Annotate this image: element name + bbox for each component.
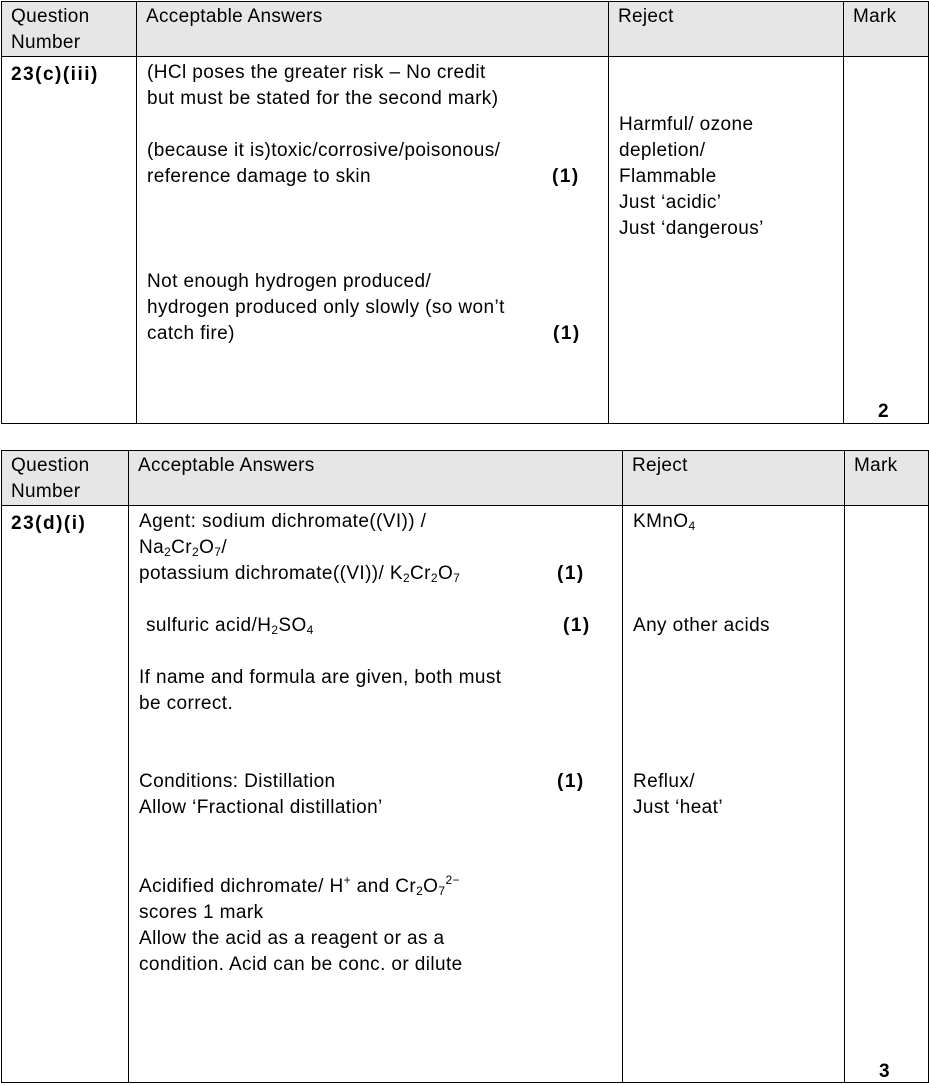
answer-line: (because it is)toxic/corrosive/poisonous/ — [147, 140, 501, 161]
reject-cell — [623, 506, 845, 1083]
mark-scheme-table-23d-i — [1, 450, 929, 1083]
mark-label: (1) — [557, 771, 585, 792]
answer-line: catch fire) — [147, 323, 235, 344]
header-reject: Reject — [609, 2, 844, 57]
reject-line: Just ‘acidic’ — [619, 192, 722, 213]
mark-cell — [845, 506, 929, 1083]
header-question-number: Question Number — [2, 2, 137, 57]
header-mark: Mark — [845, 451, 929, 506]
answer-line: condition. Acid can be conc. or dilute — [139, 954, 463, 975]
answer-row — [2, 506, 929, 1083]
question-number-cell — [2, 57, 137, 424]
total-mark: 2 — [878, 401, 889, 422]
answer-line: If name and formula are given, both must — [139, 667, 502, 688]
reject-line: depletion/ — [619, 140, 706, 161]
question-number: 23(d)(i) — [11, 513, 87, 534]
reject-line: Just ‘dangerous’ — [619, 218, 764, 239]
answer-line: but must be stated for the second mark) — [147, 88, 499, 109]
reject-line: Harmful/ ozone — [619, 114, 754, 135]
header-acceptable-answers: Acceptable Answers — [137, 2, 609, 57]
mark-label: (1) — [552, 166, 580, 187]
answer-line: Allow ‘Fractional distillation’ — [139, 797, 383, 818]
answer-line: Allow the acid as a reagent or as a — [139, 928, 445, 949]
answer-line-formula: potassium dichromate((VI))/ $K_2Cr_2O_7$ — [139, 563, 461, 585]
header-question-number: Question Number — [2, 451, 129, 506]
reject-line: Reflux/ — [633, 771, 695, 792]
header-row — [2, 2, 929, 57]
header-acceptable-answers: Acceptable Answers — [129, 451, 623, 506]
acceptable-answers-cell — [129, 506, 623, 1083]
answer-line: reference damage to skin — [147, 166, 371, 187]
question-number-cell — [2, 506, 129, 1083]
reject-line-formula: KMnO$_4$ — [633, 511, 696, 533]
answer-line: Not enough hydrogen produced/ — [147, 271, 432, 292]
answer-line-formula: Acidified dichromate/ H+ and $Cr_2O_7^{2-}$ — [139, 873, 460, 898]
header-row — [2, 451, 929, 506]
mark-label: (1) — [563, 615, 591, 636]
total-mark: 3 — [879, 1061, 890, 1082]
header-reject: Reject — [623, 451, 845, 506]
answer-line: be correct. — [139, 693, 234, 714]
header-mark: Mark — [844, 2, 929, 57]
mark-cell — [844, 57, 929, 424]
mark-label: (1) — [557, 563, 585, 584]
reject-line: Any other acids — [633, 615, 770, 636]
reject-line: Just ‘heat’ — [633, 797, 723, 818]
mark-label: (1) — [553, 323, 581, 344]
reject-cell — [609, 57, 844, 424]
acceptable-answers-cell — [137, 57, 609, 424]
reject-line: Flammable — [619, 166, 717, 187]
answer-line-formula: sulfuric acid/$H_2SO_4$ — [146, 615, 314, 637]
answer-line: scores 1 mark — [139, 902, 264, 923]
question-number: 23(c)(iii) — [11, 64, 99, 85]
answer-line: Agent: sodium dichromate((VI)) / — [139, 511, 427, 532]
answer-line-formula: $Na_2Cr_2O_7/$ — [139, 537, 228, 559]
answer-line: Conditions: Distillation — [139, 771, 336, 792]
mark-scheme-table-23c-iii — [1, 1, 929, 424]
answer-row — [2, 57, 929, 424]
answer-line: hydrogen produced only slowly (so won’t — [147, 297, 505, 318]
answer-line: (HCl poses the greater risk – No credit — [147, 62, 486, 83]
